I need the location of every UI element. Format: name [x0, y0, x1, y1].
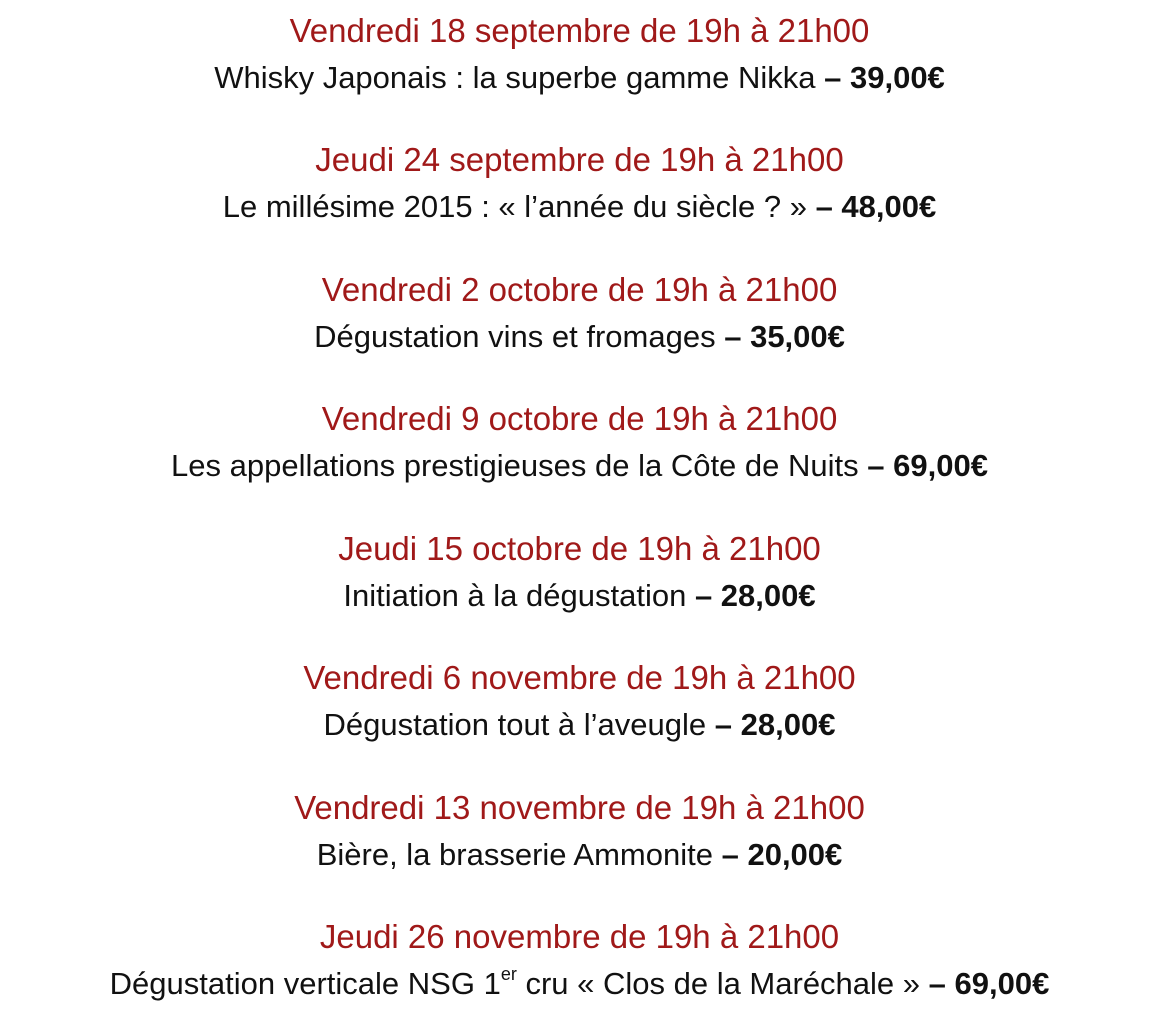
event-date: Vendredi 9 octobre de 19h à 21h00 [321, 400, 838, 437]
event-description [0, 57, 1159, 99]
event-item [0, 915, 1159, 1005]
event-item [0, 138, 1159, 228]
event-title: Whisky Japonais : la superbe gamme Nikka [214, 60, 816, 95]
event-date: Vendredi 13 novembre de 19h à 21h00 [294, 789, 865, 826]
event-title-main: Dégustation verticale NSG 1 [109, 966, 501, 1001]
event-date: Vendredi 6 novembre de 19h à 21h00 [303, 659, 856, 696]
event-item [0, 268, 1159, 358]
event-item [0, 656, 1159, 746]
event-title: Bière, la brasserie Ammonite [316, 837, 713, 872]
event-title: Le millésime 2015 : « l’année du siècle ? » [222, 189, 807, 224]
ordinal-superscript: er [500, 964, 517, 984]
event-price: – 20,00€ [721, 837, 843, 872]
event-title-rest: cru « Clos de la Maréchale » [516, 966, 921, 1001]
event-title: Dégustation vins et fromages [314, 319, 716, 354]
event-description [0, 575, 1159, 617]
event-date: Jeudi 26 novembre de 19h à 21h00 [319, 918, 840, 955]
event-description [0, 316, 1159, 358]
event-date: Jeudi 24 septembre de 19h à 21h00 [315, 141, 844, 178]
event-price: – 35,00€ [724, 319, 845, 354]
event-item [0, 9, 1159, 99]
event-item [0, 397, 1159, 487]
event-price: – 69,00€ [867, 448, 988, 483]
event-title: Initiation à la dégustation [343, 578, 687, 613]
event-price: – 48,00€ [815, 189, 937, 224]
event-item [0, 786, 1159, 876]
event-item [0, 527, 1159, 617]
event-description [0, 704, 1159, 746]
event-title: Dégustation tout à l’aveugle [323, 707, 707, 742]
event-price: – 69,00€ [928, 966, 1050, 1001]
event-description [0, 445, 1159, 487]
event-title: Les appellations prestigieuses de la Côte de Nuits [171, 448, 859, 483]
event-title [110, 966, 920, 1001]
event-date: Jeudi 15 octobre de 19h à 21h00 [338, 530, 821, 567]
event-date: Vendredi 18 septembre de 19h à 21h00 [289, 12, 870, 49]
event-price: – 28,00€ [694, 578, 816, 613]
event-description [0, 186, 1159, 228]
event-description [0, 963, 1159, 1005]
event-price: – 39,00€ [824, 60, 945, 95]
event-price: – 28,00€ [714, 707, 836, 742]
event-description [0, 834, 1159, 876]
event-date: Vendredi 2 octobre de 19h à 21h00 [321, 271, 838, 308]
